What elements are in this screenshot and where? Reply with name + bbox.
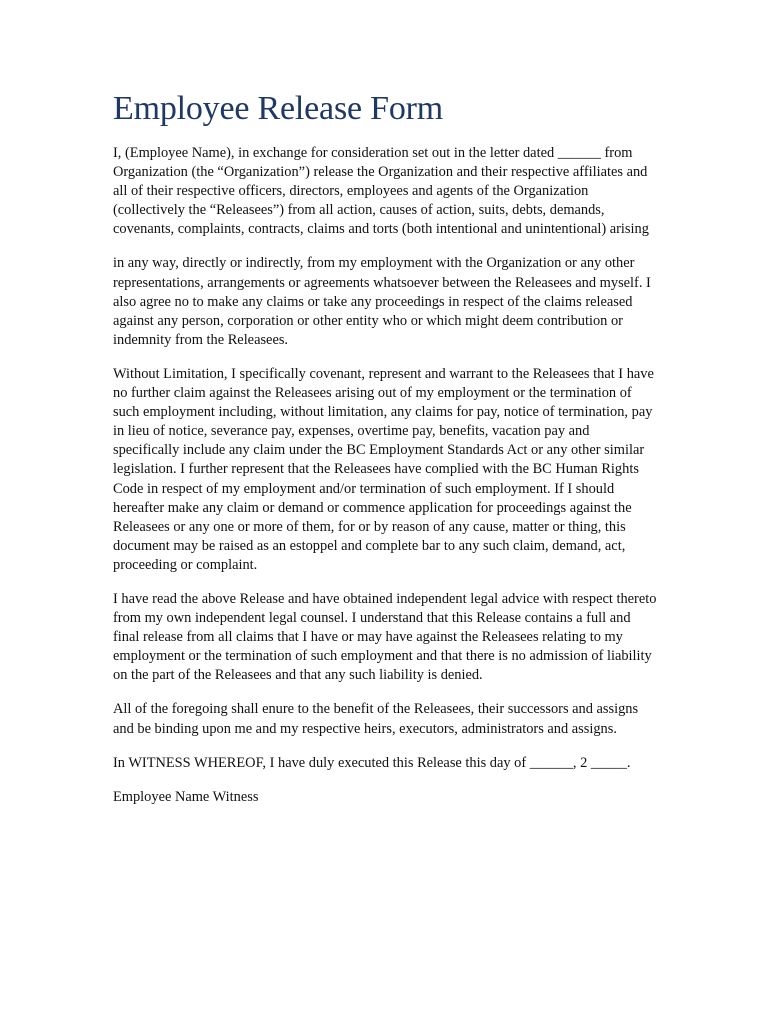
witness-paragraph: In WITNESS WHEREOF, I have duly executed this Release this day of ______, 2 _____. (113, 754, 631, 771)
document-page (113, 88, 658, 807)
release-paragraph-1: I, (Employee Name), in exchange for consideration set out in the letter dated ______ from Organization (the “Organization”) release the Organization and their respective affiliates and all of their respective officers, directors, employees and agents of the Organization (collectively the “Releasees”) from all action, causes of action, suits, debts, demands, covenants, complaints, contracts, claims and torts (both intentional and unintentional) arising (113, 145, 649, 238)
page-title: Employee Release Form (113, 90, 444, 127)
release-paragraph-4: I have read the above Release and have obtained independent legal advice with respect thereto from my own independent legal counsel. I understand that this Release contains a full and final release from all claims that I have or may have against the Releasees relating to my employment or the termination of such employment and that there is no admission of liability on the part of the Releasees and that any such liability is denied. (113, 590, 657, 684)
release-paragraph-3: Without Limitation, I specifically covenant, represent and warrant to the Releasees that I have no further claim against the Releasees arising out of my employment or the termination of such employment including, without limitation, any claims for pay, notice of termination, pay in lieu of notice, severance pay, expenses, overtime pay, benefits, vacation pay and specifically include any claim under the BC Employment Standards Act or any other similar legislation. I further represent that the Releasees have complied with the BC Human Rights Code in respect of my employment and/or termination of such employment. If I should hereafter make any claim or demand or commence application for proceedings against the Releasees or any one or more of them, for or by reason of any cause, matter or thing, this document may be raised as an estoppel and complete bar to any such claim, demand, act, proceeding or complaint. (113, 365, 654, 573)
signature-line: Employee Name Witness (113, 788, 259, 805)
release-paragraph-5: All of the foregoing shall enure to the benefit of the Releasees, their successors and assigns and be binding upon me and my respective heirs, executors, administrators and assigns. (113, 701, 639, 737)
release-paragraph-2: in any way, directly or indirectly, from my employment with the Organization or any other representations, arrangements or agreements whatsoever between the Releasees and myself. I also agree no to make any claims or take any proceedings in respect of the claims released against any person, corporation or other entity who or which might deem contribution or indemnity from the Releasees. (113, 255, 651, 348)
